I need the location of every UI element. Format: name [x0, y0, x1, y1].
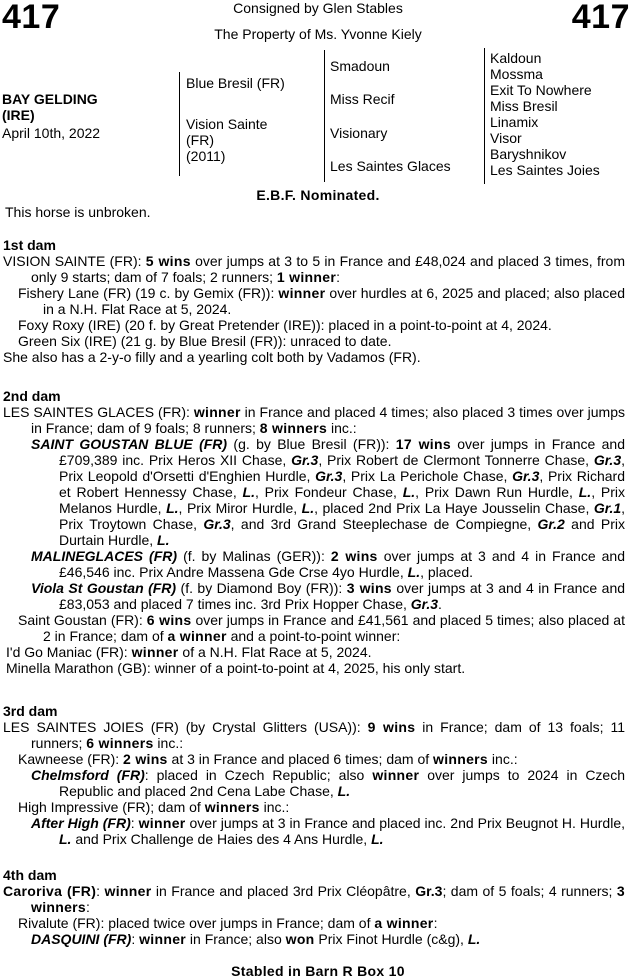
- consignor: Consigned by Glen Stables: [233, 0, 403, 16]
- stabling-info: Stabled in Barn R Box 10: [231, 963, 405, 979]
- third-dam-heading: 3rd dam: [3, 703, 58, 719]
- second-dam-heading: 2nd dam: [3, 388, 61, 404]
- fourth-dam-heading: 4th dam: [3, 867, 57, 883]
- property: The Property of Ms. Yvonne Kiely: [214, 26, 422, 42]
- pedigree-great-grandparent: Miss Bresil: [490, 98, 558, 114]
- lot-number-right: 417: [571, 0, 630, 36]
- pedigree-divider-1: [179, 72, 180, 176]
- first-dam-foal: Fishery Lane (FR) (19 c. by Gemix (FR)): winner over hurdles at 6, 2025 and placed; also placed in a N.H. Flat Race at 5, 2024.: [18, 285, 625, 317]
- first-dam-heading: 1st dam: [3, 237, 56, 253]
- horse-description-line2: (IRE): [2, 107, 35, 123]
- pedigree-great-grandparent: Kaldoun: [490, 50, 542, 66]
- foaled-date: April 10th, 2022: [2, 125, 101, 141]
- third-dam-foal: Kawneese (FR): 2 wins at 3 in France and placed 6 times; dam of winners inc.:: [18, 751, 518, 767]
- pedigree-grandparent: Les Saintes Glaces: [330, 158, 451, 174]
- pedigree-great-grandparent: Exit To Nowhere: [490, 82, 592, 98]
- pedigree-divider-2: [324, 50, 325, 182]
- second-dam-granddaughter-foal: I'd Go Maniac (FR): winner of a N.H. Flat Race at 5, 2024.: [6, 644, 372, 660]
- fourth-dam-record: Caroriva (FR): winner in France and placed 3rd Prix Cléopâtre, Gr.3; dam of 5 foals; 4 runners; 3 winners:: [3, 883, 626, 915]
- pedigree-dam: [186, 116, 267, 164]
- second-dam-foal: MALINEGLACES (FR) (f. by Malinas (GER)): 2 wins over jumps at 3 and 4 in France and £46,546 inc. Prix Andre Massena Gde Crse 4yo Hurdle, L., placed.: [31, 548, 625, 580]
- pedigree-grandparent: Visionary: [330, 125, 388, 141]
- second-dam-foal: SAINT GOUSTAN BLUE (FR) (g. by Blue Bresil (FR)): 17 wins over jumps in France and £709,389 inc. Prix Heros XII Chase, Gr.3, Prix Robert de Clermont Tonnerre Chase, Gr.3, Prix Leopold d'Orsetti d'Enghien Hurdle, Gr.3, Prix La Perichole Chase, Gr.3, Prix Richard et Robert Hennessy Chase, L., Prix Fondeur Chase, L., Prix Dawn Run Hurdle, L., Prix Melanos Hurdle, L., Prix Miror Hurdle, L., placed 2nd Prix La Haye Jousselin Chase, Gr.1, Prix Troytown Chase, Gr.3, and 3rd Grand Steeplechase de Compiegne, Gr.2 and Prix Durtain Hurdle, L.: [31, 436, 626, 548]
- pedigree-grandparent: Smadoun: [330, 58, 390, 74]
- second-dam-foal: Saint Goustan (FR): 6 wins over jumps in France and £41,561 and placed 5 times; also placed at 2 in France; dam of a winner and a point-to-point winner:: [18, 612, 625, 644]
- pedigree-dam-line1: Vision Sainte: [186, 116, 268, 132]
- first-dam-section: [3, 237, 625, 365]
- ebf-nomination: E.B.F. Nominated.: [256, 187, 380, 203]
- pedigree-great-grandparent: Baryshnikov: [490, 146, 567, 162]
- third-dam-section: [3, 703, 625, 847]
- fourth-dam-section: [3, 867, 625, 947]
- pedigree-great-grandparent: Mossma: [490, 66, 543, 82]
- first-dam-record: VISION SAINTE (FR): 5 wins over jumps at 3 to 5 in France and £48,024 and placed 3 times, from only 9 starts; dam of 7 foals; 2 runners; 1 winner:: [3, 253, 625, 285]
- pedigree-great-grandparent: Linamix: [490, 114, 539, 130]
- third-dam-record: LES SAINTES JOIES (FR) (by Crystal Glitters (USA)): 9 wins in France; dam of 13 foals; 11 runners; 6 winners inc.:: [3, 719, 625, 751]
- third-dam-grandfoal: Chelmsford (FR): placed in Czech Republic; also winner over jumps to 2024 in Czech Republic and placed 2nd Cena Labe Chase, L.: [31, 767, 625, 799]
- pedigree-great-grandparent: Les Saintes Joies: [490, 162, 600, 178]
- pedigree-grandparent: Miss Recif: [330, 91, 395, 107]
- pedigree-sire: Blue Bresil (FR): [186, 75, 285, 91]
- fourth-dam-foal: Rivalute (FR): placed twice over jumps in France; dam of a winner:: [18, 915, 438, 931]
- first-dam-foal: Green Six (IRE) (21 g. by Blue Bresil (FR)): unraced to date.: [18, 333, 392, 349]
- first-dam-note: She also has a 2-y-o filly and a yearling colt both by Vadamos (FR).: [3, 349, 421, 365]
- second-dam-granddaughter-foal: Minella Marathon (GB): winner of a point-to-point at 4, 2025, his only start.: [6, 660, 466, 676]
- third-dam-foal: High Impressive (FR); dam of winners inc.:: [18, 799, 290, 815]
- pedigree-great-grandparents: [490, 50, 600, 178]
- second-dam-section: [3, 388, 625, 676]
- pedigree-dam-line3: (2011): [186, 148, 226, 164]
- second-dam-record: LES SAINTES GLACES (FR): winner in France and placed 4 times; also placed 3 times over jumps in France; dam of 9 foals; 8 runners; 8 winners inc.:: [3, 404, 625, 436]
- pedigree-great-grandparent: Visor: [490, 130, 522, 146]
- pedigree-divider-3: [484, 48, 485, 184]
- fourth-dam-grandfoal: DASQUINI (FR): winner in France; also won Prix Finot Hurdle (c&g), L.: [31, 931, 481, 947]
- unbroken-note: This horse is unbroken.: [5, 204, 151, 220]
- first-dam-foal: Foxy Roxy (IRE) (20 f. by Great Pretender (IRE)): placed in a point-to-point at 4, 2024.: [18, 317, 552, 333]
- pedigree-dam-line2: (FR): [186, 132, 214, 148]
- third-dam-grandfoal: After High (FR): winner over jumps at 3 in France and placed inc. 2nd Prix Beugnot H. Hurdle, L. and Prix Challenge de Haies des 4 Ans Hurdle, L.: [31, 815, 625, 847]
- lot-number-left: 417: [2, 0, 61, 36]
- horse-description-line1: BAY GELDING: [2, 91, 98, 107]
- second-dam-foal: Viola St Goustan (FR) (f. by Diamond Boy (FR)): 3 wins over jumps at 3 and 4 in France and £83,053 and placed 7 times inc. 3rd Prix Hopper Chase, Gr.3.: [31, 580, 626, 612]
